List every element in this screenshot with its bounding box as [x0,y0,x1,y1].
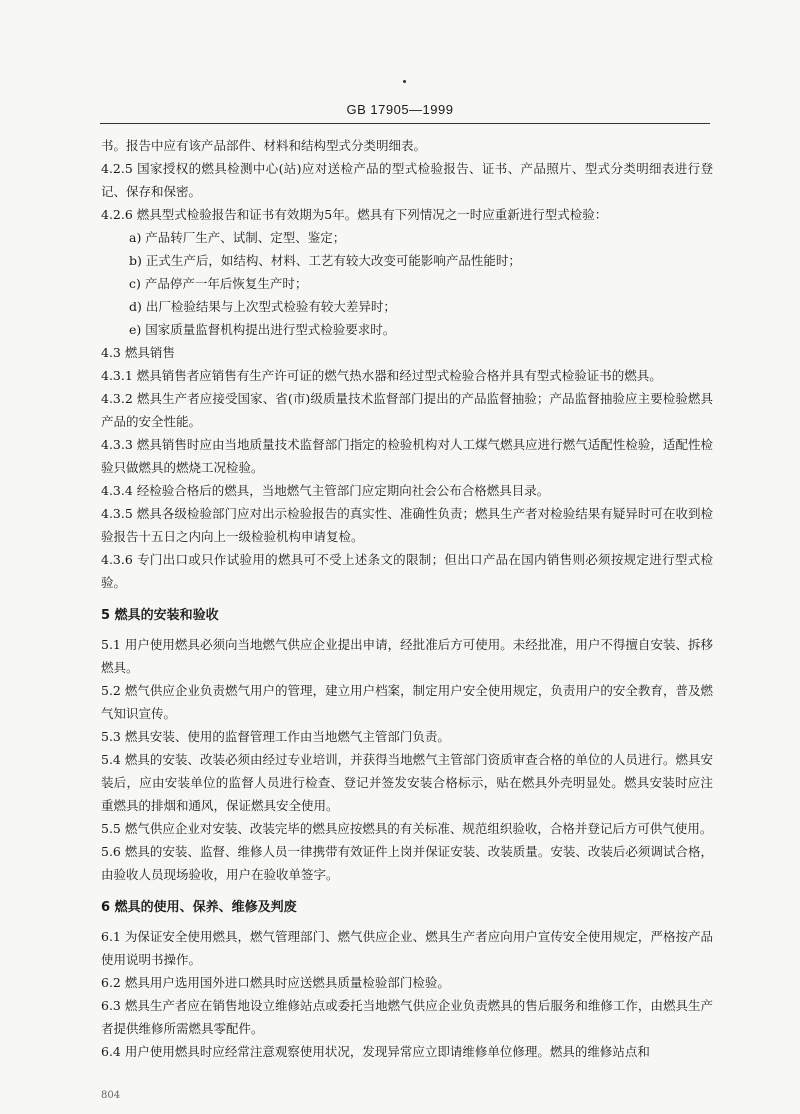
paragraph: 4.3.2 燃具生产者应接受国家、省(市)级质量技术监督部门提出的产品监督抽验；产品监督抽验应主要检验燃具产品的安全性能。 [101,391,713,429]
paragraph: 6.1 为保证安全使用燃具，燃气管理部门、燃气供应企业、燃具生产者应向用户宣传安全使用规定，严格按产品使用说明书操作。 [101,929,713,967]
paragraph: 6.4 用户使用燃具时应经常注意观察使用状况，发现异常应立即请维修单位修理。燃具的维修站点和 [101,1044,650,1059]
header-rule [100,123,710,124]
document-body [101,134,713,1063]
scan-mark [403,80,406,83]
paragraph: 5.5 燃气供应企业对安装、改装完毕的燃具应按燃具的有关标准、规范组织验收，合格并登记后方可供气使用。 [101,821,713,836]
list-item: b) 正式生产后，如结构、材料、工艺有较大改变可能影响产品性能时； [129,253,521,268]
list-item: c) 产品停产一年后恢复生产时； [129,276,308,291]
standard-code-header: GB 17905—1999 [346,102,454,117]
paragraph: 6.3 燃具生产者应在销售地设立维修站点或委托当地燃气供应企业负责燃具的售后服务和维修工作，由燃具生产者提供维修所需燃具零配件。 [101,998,713,1036]
paragraph: 5.4 燃具的安装、改装必须由经过专业培训，并获得当地燃气主管部门资质审查合格的单位的人员进行。燃具安装后，应由安装单位的监督人员进行检查、登记并签发安装合格标示，贴在燃具外壳明显处。燃具安装时应注重燃具的排烟和通风，保证燃具安全使用。 [101,752,713,813]
paragraph: 5.6 燃具的安装、监督、维修人员一律携带有效证件上岗并保证安装、改装质量。安装、改装后必须调试合格，由验收人员现场验收，用户在验收单签字。 [101,844,713,882]
paragraph: 5.1 用户使用燃具必须向当地燃气供应企业提出申请，经批准后方可使用。未经批准，用户不得擅自安装、拆移燃具。 [101,637,713,675]
paragraph: 4.3 燃具销售 [101,345,175,360]
list-item: d) 出厂检验结果与上次型式检验有较大差异时； [129,299,396,314]
paragraph: 4.3.3 燃具销售时应由当地质量技术监督部门指定的检验机构对人工煤气燃具应进行燃气适配性检验，适配性检验只做燃具的燃烧工况检验。 [101,437,713,475]
paragraph: 4.2.5 国家授权的燃具检测中心(站)应对送检产品的型式检验报告、证书、产品照片、型式分类明细表进行登记、保存和保密。 [101,161,713,199]
paragraph: 6.2 燃具用户选用国外进口燃具时应送燃具质量检验部门检验。 [101,975,450,990]
list-item: e) 国家质量监督机构提出进行型式检验要求时。 [129,322,396,337]
paragraph: 4.3.6 专门出口或只作试验用的燃具可不受上述条文的限制；但出口产品在国内销售则必须按规定进行型式检验。 [101,552,713,590]
paragraph: 4.3.5 燃具各级检验部门应对出示检验报告的真实性、准确性负责；燃具生产者对检验结果有疑异时可在收到检验报告十五日之内向上一级检验机构申请复检。 [101,506,713,544]
paragraph: 4.2.6 燃具型式检验报告和证书有效期为5年。燃具有下列情况之一时应重新进行型式检验： [101,207,608,222]
paragraph: 书。报告中应有该产品部件、材料和结构型式分类明细表。 [101,138,427,153]
paragraph: 5.3 燃具安装、使用的监督管理工作由当地燃气主管部门负责。 [101,729,450,744]
list-item: a) 产品转厂生产、试制、定型、鉴定； [129,230,346,245]
paragraph: 4.3.1 燃具销售者应销售有生产许可证的燃气热水器和经过型式检验合格并具有型式检验证书的燃具。 [101,368,662,383]
page-number: 804 [101,1090,121,1101]
paragraph: 4.3.4 经检验合格后的燃具，当地燃气主管部门应定期向社会公布合格燃具目录。 [101,483,550,498]
paragraph: 5.2 燃气供应企业负责燃气用户的管理，建立用户档案，制定用户安全使用规定，负责用户的安全教育，普及燃气知识宣传。 [101,683,713,721]
section-heading: 6 燃具的使用、保养、维修及判废 [101,900,297,915]
section-heading: 5 燃具的安装和验收 [101,608,219,623]
